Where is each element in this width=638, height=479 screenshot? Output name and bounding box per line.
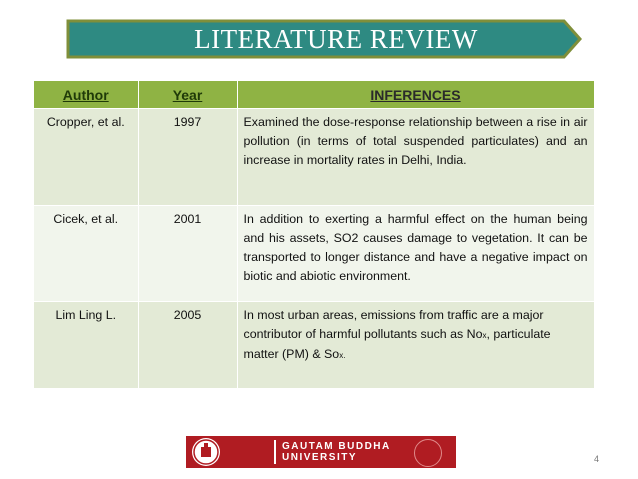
cell-author: Lim Ling L. xyxy=(34,302,138,389)
literature-table xyxy=(34,81,595,389)
university-seal-icon xyxy=(414,439,442,467)
table-row xyxy=(34,302,594,389)
logo-line-1: GAUTAM BUDDHA xyxy=(282,441,391,452)
logo-line-2: UNIVERSITY xyxy=(282,452,358,463)
cell-author: Cropper, et al. xyxy=(34,109,138,206)
table-header-row xyxy=(34,81,594,109)
university-emblem-icon xyxy=(192,438,220,466)
cell-year: 2005 xyxy=(138,302,237,389)
header-inferences: INFERENCES xyxy=(237,81,594,109)
inference-text: , particulate matter (PM) & So xyxy=(243,327,551,361)
table-row xyxy=(34,109,594,206)
cell-author: Cicek, et al. xyxy=(34,206,138,302)
page-number: 4 xyxy=(594,454,600,464)
logo-divider xyxy=(274,440,276,464)
header-year: Year xyxy=(138,81,237,109)
cell-inference xyxy=(237,302,594,389)
header-author: Author xyxy=(34,81,138,109)
cell-year: 2001 xyxy=(138,206,237,302)
nox-subscript: x xyxy=(482,331,487,340)
cell-year: 1997 xyxy=(138,109,237,206)
slide-title: LITERATURE REVIEW xyxy=(194,24,478,54)
cell-inference: In addition to exerting a harmful effect on the human being and his assets, SO2 causes damage to vegetation. It can be transported to longer distance and have a negative impact on biotic and abiotic environment. xyxy=(237,206,594,302)
table-row xyxy=(34,206,594,302)
university-logo xyxy=(186,436,456,468)
sox-subscript: x. xyxy=(339,351,346,360)
cell-inference: Examined the dose-response relationship between a rise in air pollution (in terms of total suspended particulates) and an increase in mortality rates in Delhi, India. xyxy=(237,109,594,206)
logo-wordmark xyxy=(282,441,391,463)
inference-text: In most urban areas, emissions from traffic are a major contributor of harmful pollutants such as No xyxy=(243,308,544,341)
title-banner xyxy=(66,19,582,59)
